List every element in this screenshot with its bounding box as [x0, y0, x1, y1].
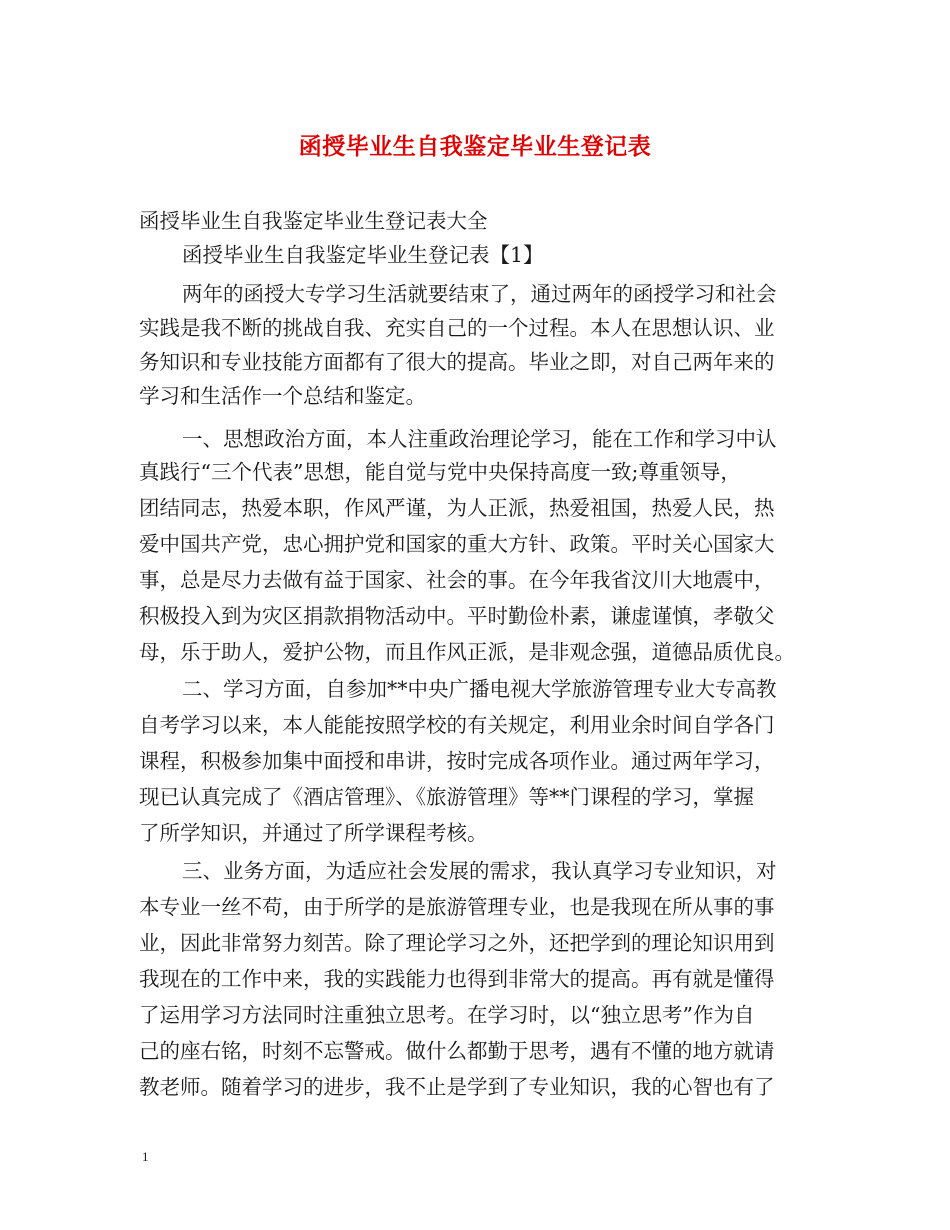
body-line: 二、学习方面，自参加**中央广播电视大学旅游管理专业大专高教 [182, 677, 777, 701]
body-line: 母，乐于助人，爱护公物，而且作风正派，是非观念强，道德品质优良。 [139, 640, 795, 664]
body-line: 积极投入到为灾区捐款捐物活动中。平时勤俭朴素，谦虚谨慎，孝敬父 [139, 604, 775, 628]
section-heading: 函授毕业生自我鉴定毕业生登记表【1】 [182, 243, 544, 267]
subtitle-line: 函授毕业生自我鉴定毕业生登记表大全 [139, 209, 488, 233]
body-line: 事，总是尽力去做有益于国家、社会的事。在今年我省汶川大地震中， [139, 568, 775, 592]
body-line: 业，因此非常努力刻苦。除了理论学习之外，还把学到的理论知识用到 [139, 931, 775, 955]
body-line: 学习和生活作一个总结和鉴定。 [139, 384, 426, 408]
body-line: 一、思想政治方面，本人注重政治理论学习，能在工作和学习中认 [182, 427, 777, 451]
page-number: 1 [142, 1149, 149, 1164]
body-line: 了所学知识，并通过了所学课程考核。 [139, 821, 488, 845]
body-line: 课程，积极参加集中面授和串讲，按时完成各项作业。通过两年学习， [139, 749, 775, 773]
body-line: 真践行“三个代表”思想，能自觉与党中央保持高度一致;尊重领导， [139, 460, 741, 484]
document-title: 函授毕业生自我鉴定毕业生登记表 [298, 133, 652, 160]
body-line: 我现在的工作中来，我的实践能力也得到非常大的提高。再有就是懂得 [139, 967, 775, 991]
body-line: 本专业一丝不苟，由于所学的是旅游管理专业，也是我现在所从事的事 [139, 895, 775, 919]
body-line: 爱中国共产党，忠心拥护党和国家的重大方针、政策。平时关心国家大 [139, 532, 775, 556]
body-line: 务知识和专业技能方面都有了很大的提高。毕业之即，对自己两年来的 [139, 350, 775, 374]
body-line: 两年的函授大专学习生活就要结束了，通过两年的函授学习和社会 [182, 282, 777, 306]
body-line: 团结同志，热爱本职，作风严谨，为人正派，热爱祖国，热爱人民，热 [139, 496, 775, 520]
body-line: 教老师。随着学习的进步，我不止是学到了专业知识，我的心智也有了 [139, 1075, 775, 1099]
body-line: 现已认真完成了《酒店管理》、《旅游管理》等**门课程的学习，掌握 [139, 785, 754, 809]
body-line: 了运用学习方法同时注重独立思考。在学习时，以“独立思考”作为自 [139, 1003, 755, 1027]
body-line: 实践是我不断的挑战自我、充实自己的一个过程。本人在思想认识、业 [139, 316, 775, 340]
body-line: 三、业务方面，为适应社会发展的需求，我认真学习专业知识，对 [182, 859, 777, 883]
body-line: 己的座右铭，时刻不忘警戒。做什么都勤于思考，遇有不懂的地方就请 [139, 1039, 775, 1063]
body-line: 自考学习以来，本人能能按照学校的有关规定，利用业余时间自学各门 [139, 713, 775, 737]
